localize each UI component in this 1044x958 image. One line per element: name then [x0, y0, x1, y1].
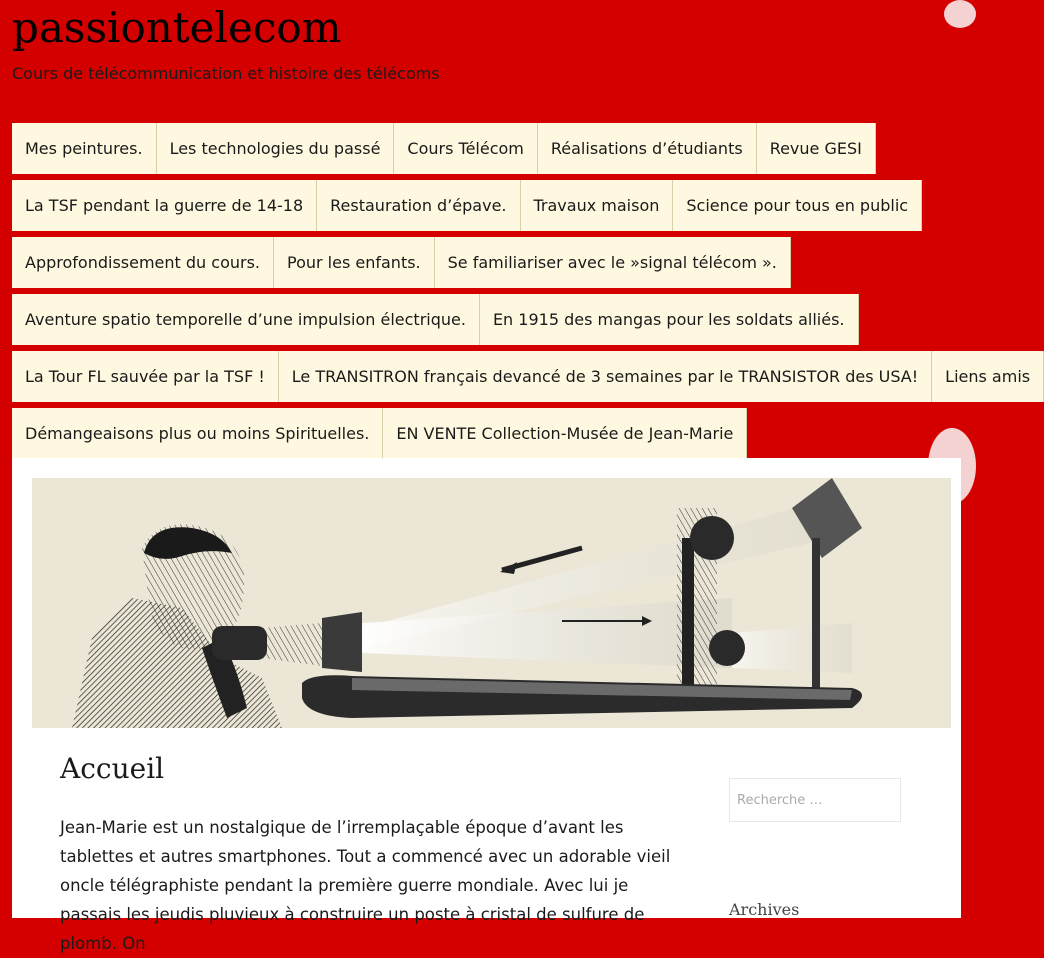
page-title: Accueil	[60, 752, 165, 785]
nav-item-en-vente[interactable]: EN VENTE Collection-Musée de Jean-Marie	[383, 408, 747, 463]
nav-item-transitron[interactable]: Le TRANSITRON français devancé de 3 semaines par le TRANSISTOR des USA!	[279, 351, 932, 402]
site-description: Cours de télécommunication et histoire des télécoms	[12, 64, 440, 83]
nav-item-technologies-du-passe[interactable]: Les technologies du passé	[157, 123, 395, 174]
nav-row	[12, 294, 976, 345]
nav-item-cours-telecom[interactable]: Cours Télécom	[394, 123, 537, 174]
nav-item-tsf-guerre[interactable]: La TSF pendant la guerre de 14-18	[12, 180, 317, 231]
header-image	[32, 478, 951, 728]
nav-row	[12, 237, 976, 288]
nav-item-tour-fl[interactable]: La Tour FL sauvée par la TSF !	[12, 351, 279, 402]
nav-item-restauration-epave[interactable]: Restauration d’épave.	[317, 180, 520, 231]
nav-item-revue-gesi[interactable]: Revue GESI	[757, 123, 876, 174]
nav-row	[12, 351, 1031, 402]
search-input[interactable]	[729, 778, 901, 822]
nav-item-liens-amis[interactable]: Liens amis	[932, 351, 1044, 402]
site-title[interactable]: passiontelecom	[12, 3, 342, 52]
nav-row	[12, 123, 976, 174]
nav-item-aventure-spatio-temporelle[interactable]: Aventure spatio temporelle d’une impulsion électrique.	[12, 294, 480, 345]
decorative-bubble	[944, 0, 976, 28]
nav-item-demangeaisons[interactable]: Démangeaisons plus ou moins Spirituelles.	[12, 408, 383, 463]
nav-item-science-pour-tous[interactable]: Science pour tous en public	[673, 180, 922, 231]
nav-row	[12, 180, 976, 231]
archives-widget-title: Archives	[729, 900, 800, 919]
nav-item-mes-peintures[interactable]: Mes peintures.	[12, 123, 157, 174]
nav-item-pour-les-enfants[interactable]: Pour les enfants.	[274, 237, 435, 288]
nav-item-mangas-1915[interactable]: En 1915 des mangas pour les soldats alliés.	[480, 294, 859, 345]
nav-item-travaux-maison[interactable]: Travaux maison	[521, 180, 674, 231]
page-body-text: Jean-Marie est un nostalgique de l’irremplaçable époque d’avant les tablettes et autres smartphones. Tout a commencé avec un adorable vieil oncle télégraphiste pendant la première guerre mondiale. Avec lui je passais les jeudis pluvieux à construire un poste à cristal de sulfure de plomb. On	[60, 818, 671, 953]
nav-row	[12, 408, 976, 463]
telephone-engraving-illustration	[32, 478, 951, 728]
nav-item-realisations-etudiants[interactable]: Réalisations d’étudiants	[538, 123, 757, 174]
nav-item-approfondissement[interactable]: Approfondissement du cours.	[12, 237, 274, 288]
main-navigation	[12, 123, 1031, 463]
nav-item-signal-telecom[interactable]: Se familiariser avec le »signal télécom ».	[435, 237, 791, 288]
